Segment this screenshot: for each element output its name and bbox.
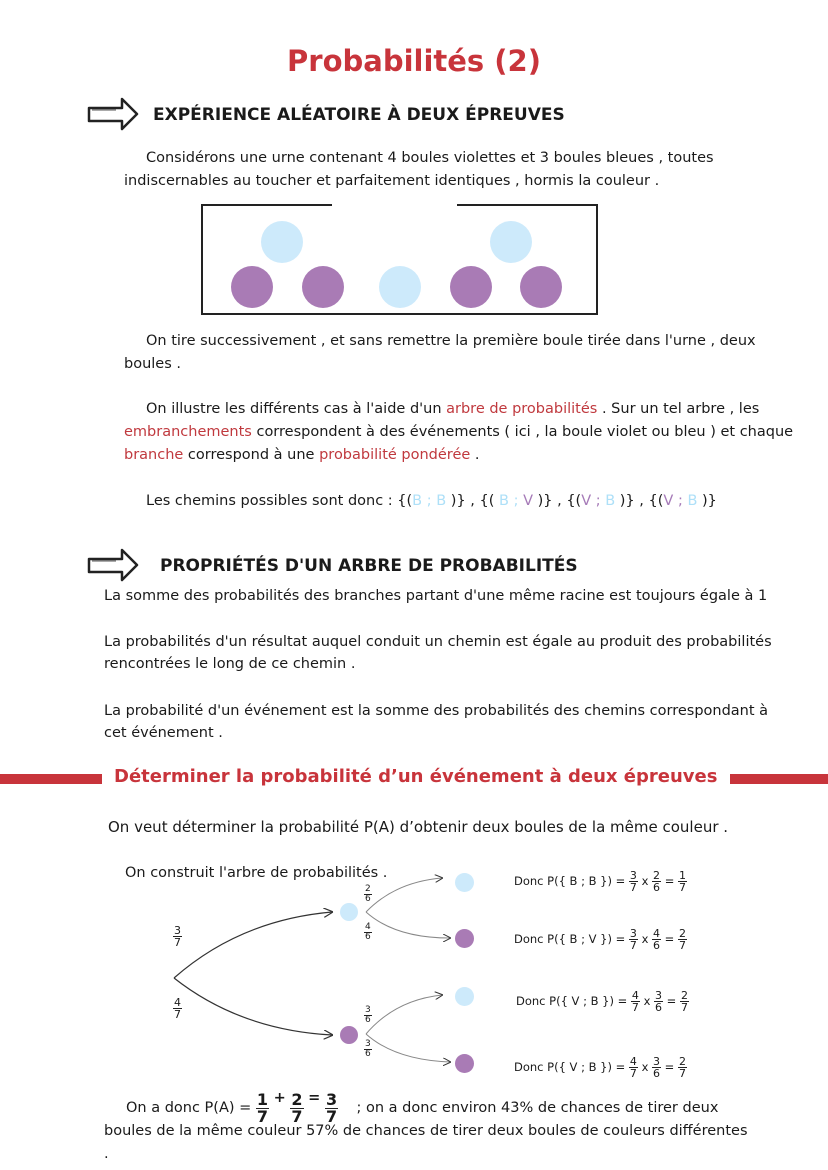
path-item: {(B ; B )} [397, 493, 466, 509]
paragraph-line: On illustre les différents cas à l'aide d'un arbre de probabilités . Sur un tel arbre , les [146, 401, 760, 417]
property-3-line: cet événement . [104, 725, 223, 741]
term-arbre: arbre de probabilités [446, 401, 598, 417]
section-heading-proprietes: PROPRIÉTÉS D'UN ARBRE DE PROBABILITÉS [160, 556, 578, 576]
term-branche: branche [124, 447, 184, 463]
tree-node-violet [340, 1026, 358, 1044]
probability-tree [0, 860, 828, 1100]
paths-list: {(B ; B )} , {( B ; V )} , {(V ; B )} , {(V ; B )} [397, 493, 717, 509]
paragraph-line: On tire successivement , et sans remettre la première boule tirée dans l'urne , deux [146, 333, 756, 349]
violet-ball [231, 266, 273, 308]
conclusion-line: boules de la même couleur 57% de chances de tirer deux boules de couleurs différentes [104, 1123, 748, 1139]
result-line: Donc P({ V ; B }) = $\frac{4}{7}$ x $\frac{3}{6}$ = $\frac{2}{7}$ [514, 1055, 686, 1080]
paragraph-line: boules . [124, 356, 181, 372]
property-1: La somme des probabilités des branches partant d'une même racine est toujours égale à 1 [104, 588, 768, 604]
tree-leaf-violet [455, 929, 474, 948]
blue-ball [261, 221, 303, 263]
paragraph-line: branche correspond à une probabilité pondérée . [124, 447, 480, 463]
tree-intro: On construit l'arbre de probabilités . [125, 865, 388, 881]
property-2-line: La probabilités d'un résultat auquel conduit un chemin est égale au produit des probabilités [104, 634, 772, 650]
urn [201, 204, 598, 315]
blue-ball [379, 266, 421, 308]
result-line: Donc P({ B ; B }) = $\frac{3}{7}$ x $\frac{2}{6}$ = $\frac{1}{7}$ [514, 869, 686, 894]
tree-node-blue [340, 903, 358, 921]
branch-b-v [366, 912, 450, 938]
banner-bar-right [730, 774, 828, 784]
term-probabilite-ponderee: probabilité pondérée [319, 447, 471, 463]
tree-leaf-blue [455, 987, 474, 1006]
violet-ball [450, 266, 492, 308]
arrow-icon [86, 547, 140, 583]
fraction: $\frac{3}{7}$ [325, 1089, 338, 1126]
section-heading-determiner: Déterminer la probabilité d’un événement à deux épreuves [102, 766, 729, 787]
paragraph-line: Considérons une urne contenant 4 boules violettes et 3 boules bleues , toutes [146, 150, 714, 166]
branch-probability: $\frac{3}{6}$ [365, 1039, 371, 1059]
paths-line: Les chemins possibles sont donc : {(B ; B )} , {( B ; V )} , {(V ; B )} , {(V ; B )} [146, 493, 717, 509]
paragraph-line: embranchements correspondent à des événements ( ici , la boule violet ou bleu ) et chaque [124, 424, 794, 440]
tree-leaf-blue [455, 873, 474, 892]
branch-probability: $\frac{3}{7}$ [174, 924, 181, 949]
result-line: Donc P({ V ; B }) = $\frac{4}{7}$ x $\frac{3}{6}$ = $\frac{2}{7}$ [516, 989, 688, 1014]
page-title: Probabilités (2) [287, 44, 541, 78]
branch-b-b [366, 878, 442, 912]
branch-probability: $\frac{2}{6}$ [365, 884, 371, 904]
fraction: $\frac{2}{7}$ [291, 1089, 303, 1126]
property-2-line: rencontrées le long de ce chemin . [104, 656, 356, 672]
conclusion-line: On a donc P(A) = $\frac{1}{7}$ + $\frac{2}{7}$ = $\frac{3}{7}$ ; on a donc environ 43% de chances de tirer deux [126, 1089, 719, 1126]
branch-probability: $\frac{4}{6}$ [365, 922, 371, 942]
path-item: {( B ; V )} [479, 493, 553, 509]
branch-root-violet [174, 978, 332, 1035]
fraction: $\frac{1}{7}$ [256, 1089, 269, 1126]
conclusion-line: . [104, 1146, 109, 1162]
arrow-icon [86, 96, 140, 132]
branch-root-blue [174, 912, 332, 978]
path-item: {(V ; B )} [648, 493, 717, 509]
branch-v-v [366, 1034, 450, 1062]
term-embranchements: embranchements [124, 424, 252, 440]
paragraph-line: indiscernables au toucher et parfaitement identiques , hormis la couleur . [124, 173, 660, 189]
branch-probability: $\frac{4}{7}$ [174, 996, 181, 1021]
blue-ball [490, 221, 532, 263]
banner-bar-left [0, 774, 110, 784]
violet-ball [520, 266, 562, 308]
property-3-line: La probabilité d'un événement est la somme des probabilités des chemins correspondant à [104, 703, 769, 719]
section-banner [0, 766, 828, 787]
tree-leaf-violet [455, 1054, 474, 1073]
violet-ball [302, 266, 344, 308]
goal-text: On veut déterminer la probabilité P(A) d’obtenir deux boules de la même couleur . [108, 818, 729, 836]
section-heading-experience: EXPÉRIENCE ALÉATOIRE À DEUX ÉPREUVES [153, 105, 565, 125]
branch-v-b [366, 995, 442, 1034]
branch-probability: $\frac{3}{6}$ [365, 1005, 371, 1025]
path-item: {(V ; B )} [566, 493, 635, 509]
result-line: Donc P({ B ; V }) = $\frac{3}{7}$ x $\frac{4}{6}$ = $\frac{2}{7}$ [514, 927, 686, 952]
